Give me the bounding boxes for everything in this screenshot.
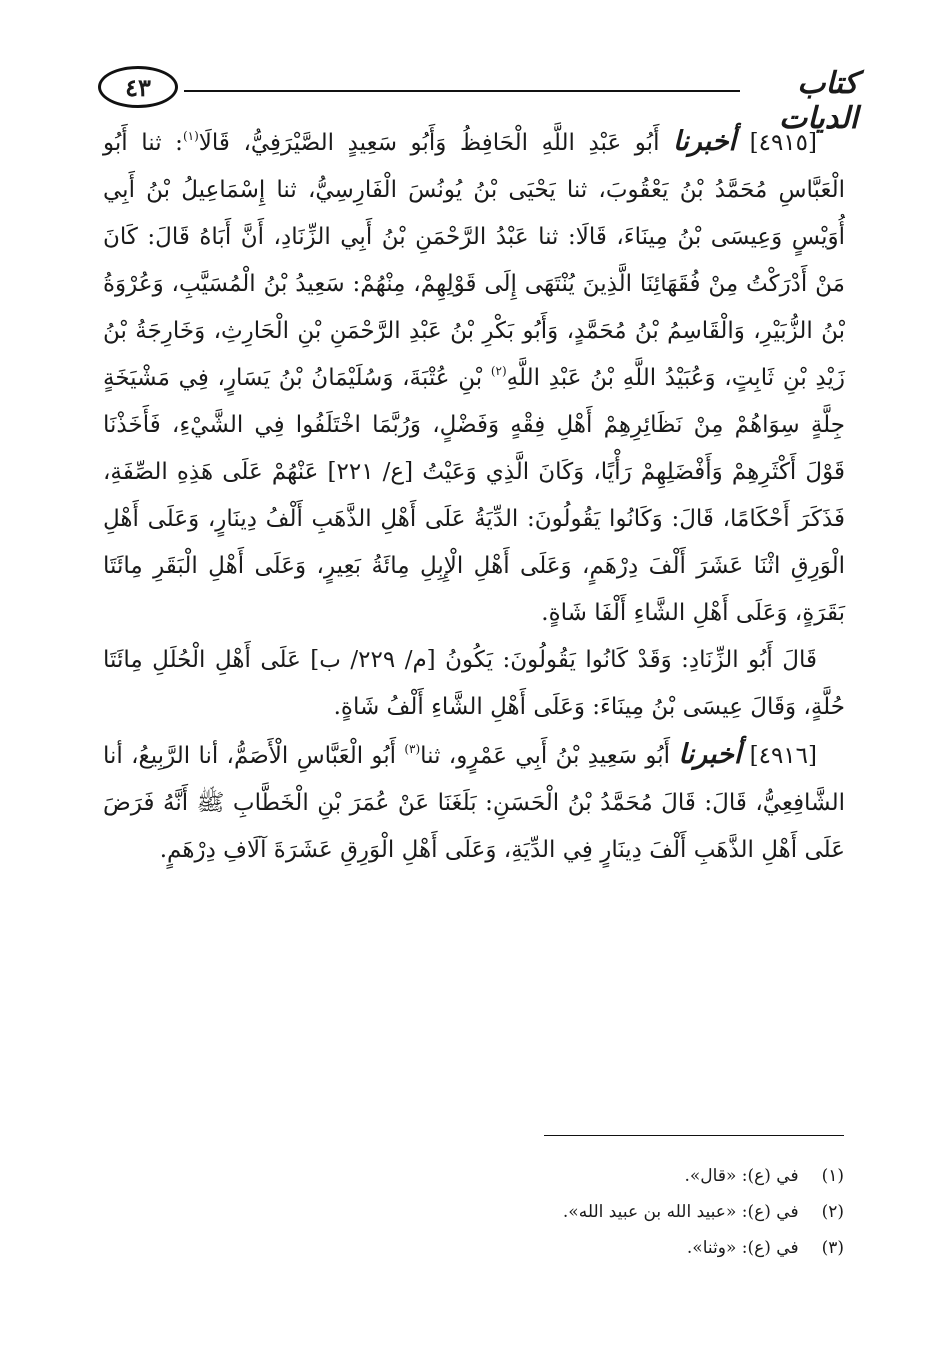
footnote-marker: (١) — [182, 129, 199, 143]
note-text: قَالَ أَبُو الزِّنَادِ: وَقَدْ كَانُوا يَقُولُونَ: يَكُونُ [م/ ٢٢٩/ ب] عَلَى أَهْلِ الْحُلَلِ مِائَتَا حُلَّةٍ، وَقَالَ عِيسَى بْنُ مِينَاءَ: وَعَلَى أَهْلِ الشَّاءِ أَلْفُ شَاةٍ. — [103, 647, 845, 720]
hadith-4916 — [103, 731, 845, 874]
footnote-text: في (ع): «وثنا». — [686, 1238, 799, 1258]
abu-zinad-note — [103, 637, 845, 731]
footnote-number: (٣) — [821, 1238, 844, 1258]
hadith-text-cont: بْنِ عُتْبَةَ، وَسُلَيْمَانُ بْنُ يَسَارٍ، فِي مَشْيَخَةٍ جِلَّةٍ سِوَاهُمْ مِنْ نَظَائِرِهِمْ أَهْلِ فِقْهٍ وَفَضْلٍ، وَرُبَّمَا اخْتَلَفُوا فِي الشَّيْءِ، فَأَخَذْنَا قَوْلَ أَكْثَرِهِمْ وَأَفْضَلِهِمْ رَأْيًا، وَكَانَ الَّذِي وَعَيْتُ [ع/ ٢٢١] عَنْهُمْ عَلَى هَذِهِ الصِّفَةِ، فَذَكَرَ أَحْكَامًا، قَالَ: وَكَانُوا يَقُولُونَ: الدِّيَةُ عَلَى أَهْلِ الذَّهَبِ أَلْفُ دِينَارٍ، وَعَلَى أَهْلِ الْوَرِقِ اثْنَا عَشَرَ أَلْفَ دِرْهَمٍ، وَعَلَى أَهْلِ الْإِبِلِ مِائَةُ بَعِيرٍ، وَعَلَى أَهْلِ الْبَقَرِ مِائَتَا بَقَرَةٍ، وَعَلَى أَهْلِ الشَّاءِ أَلْفَا شَاةٍ. — [103, 365, 845, 626]
akhbarana-keyword: أخبرنا — [673, 126, 737, 157]
footnote-item — [102, 1230, 844, 1266]
footnote-rule — [544, 1135, 844, 1136]
footnote-text: في (ع): «قال». — [684, 1166, 799, 1186]
footnote-number: (١) — [821, 1166, 844, 1186]
header-rule — [184, 90, 740, 92]
akhbarana-keyword: أخبرنا — [678, 739, 742, 770]
hadith-4915 — [103, 118, 845, 637]
page-number: ٤٣ — [125, 72, 151, 102]
footnotes — [102, 1158, 844, 1266]
footnote-marker: (٣) — [404, 742, 421, 756]
footnote-marker: (٢) — [490, 364, 507, 378]
hadith-text: أَبُو عَبْدِ اللَّهِ الْحَافِظُ وَأَبُو سَعِيدٍ الصَّيْرَفِيُّ، قَالَا — [198, 130, 660, 156]
footnote-item — [102, 1194, 844, 1230]
running-title: كتاب الديات — [779, 66, 858, 136]
hadith-text-cont: : ثنا أَبُو الْعَبَّاسِ مُحَمَّدُ بْنُ يَعْقُوبَ، ثنا يَحْيَى بْنُ يُونُسَ الْفَارِسِيُّ، ثنا إِسْمَاعِيلُ بْنُ أَبِي أُوَيْسٍ وَعِيسَى بْنُ مِينَاءَ، قَالَا: ثنا عَبْدُ الرَّحْمَنِ بْنُ أَبِي الزِّنَادِ، أَنَّ أَبَاهُ قَالَ: كَانَ مَنْ أَدْرَكْتُ مِنْ فُقَهَائِنَا الَّذِينَ يُنْتَهَى إِلَى قَوْلِهِمْ، مِنْهُمْ: سَعِيدُ بْنُ الْمُسَيَّبِ، وَعُرْوَةُ بْنُ الزُّبَيْرِ، وَالْقَاسِمُ بْنُ مُحَمَّدٍ، وَأَبُو بَكْرِ بْنُ عَبْدِ الرَّحْمَنِ بْنِ الْحَارِثِ، وَخَارِجَةُ بْنُ زَيْدِ بْنِ ثَابِتٍ، وَعُبَيْدُ اللَّهِ بْنُ عَبْدِ اللَّهِ — [103, 130, 846, 391]
footnote-item — [102, 1158, 844, 1194]
footnote-text: في (ع): «عبيد الله بن عبيد الله». — [562, 1202, 799, 1222]
page-number-oval — [98, 66, 178, 108]
hadith-text: أَبُو سَعِيدِ بْنُ أَبِي عَمْرٍو، ثنا — [420, 743, 671, 769]
hadith-number: [٤٩١٥] — [749, 130, 817, 156]
hadith-number: [٤٩١٦] — [749, 743, 817, 769]
main-text — [103, 118, 845, 874]
hadith-text-cont: أَبُو الْعَبَّاسِ الْأَصَمُّ، أنا الرَّبِيعُ، أنا الشَّافِعِيُّ، قَالَ: قَالَ مُحَمَّدُ بْنُ الْحَسَنِ: بَلَغَنَا عَنْ عُمَرَ بْنِ الْخَطَّابِ ﷺ أَنَّهُ فَرَضَ عَلَى أَهْلِ الذَّهَبِ أَلْفَ دِينَارٍ فِي الدِّيَةِ، وَعَلَى أَهْلِ الْوَرِقِ عَشَرَةَ آلَافِ دِرْهَمٍ. — [103, 743, 845, 863]
footnote-number: (٢) — [821, 1202, 844, 1222]
page-header — [98, 62, 858, 136]
